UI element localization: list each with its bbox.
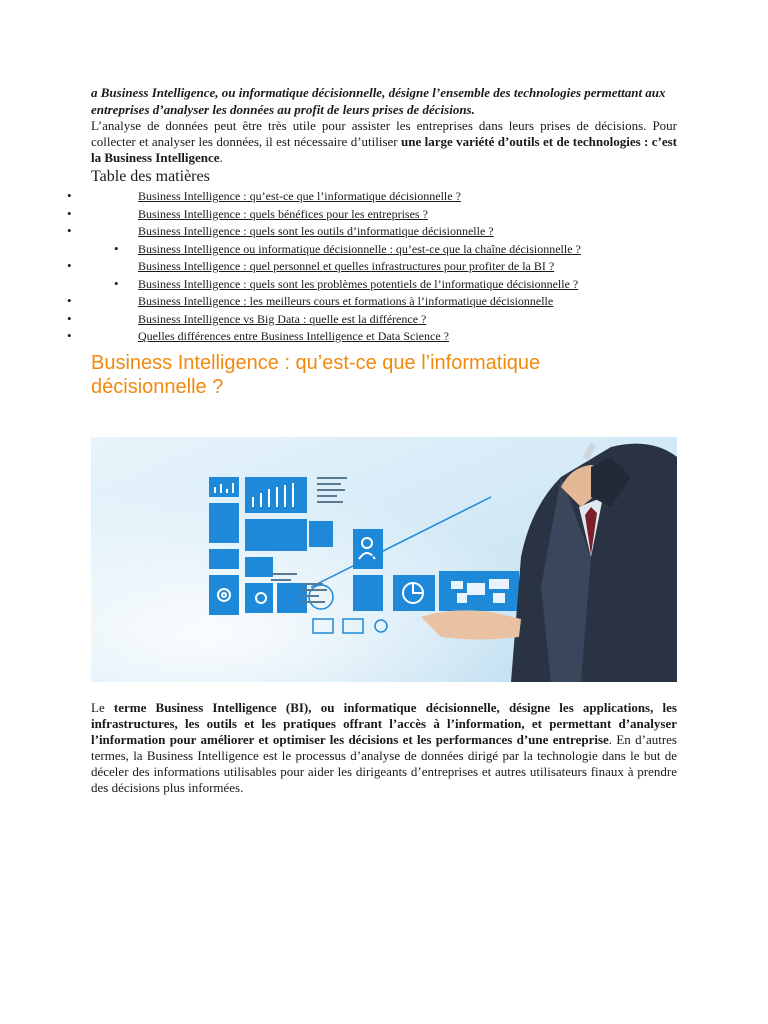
- body-bold-term: terme Business Intelligence (BI), ou informatique décisionnelle,: [113, 700, 500, 715]
- toc-item: [91, 293, 677, 310]
- toc-item: [91, 276, 677, 293]
- toc-link-9[interactable]: Quelles différences entre Business Intelligence et Data Science ?: [138, 329, 449, 343]
- intro-paragraph-bold: une large variété d’outils et de technologies : c’est la Business Intelligence: [91, 134, 677, 165]
- section-heading: [91, 351, 677, 399]
- body-bold-definition: désigne les applications, les infrastructures, les outils et les pratiques offrant l’accès à l’information, et permettant d’analyser l’information pour améliorer et optimiser les décisions et les performances d’une entreprise: [91, 700, 677, 747]
- toc-link-7[interactable]: Business Intelligence : les meilleurs cours et formations à l’informatique décisionnelle: [138, 294, 554, 308]
- intro-paragraph-start: L’analyse de données peut être très utile pour assister les entreprises dans leurs prises de décisions. Pour collecter et analyser les données, il est nécessaire d’utiliser: [91, 118, 677, 149]
- toc-link-8[interactable]: Business Intelligence vs Big Data : quelle est la différence ?: [138, 311, 427, 326]
- hero-image: [91, 437, 677, 682]
- intro-paragraph-end: .: [219, 150, 223, 165]
- body-rest: . En d’autres termes, la Business Intelligence est le processus d’analyse de données dirigé par la technologie dans le but de déceler des informations utilisables pour aider les dirigeants d’entreprises et autres utilisateurs finaux à prendre des décisions plus informées.: [91, 732, 677, 795]
- document-page: [91, 84, 677, 399]
- toc-item: [91, 206, 677, 223]
- business-intelligence-illustration: [91, 437, 677, 682]
- intro-italic-text: a Business Intelligence, ou informatique décisionnelle, désigne l’ensemble des technologies permettant aux entreprises d’analyser les données au profit de leurs prises de décisions.: [91, 85, 666, 117]
- toc-link-5[interactable]: Business Intelligence : quel personnel et quelles infrastructures pour profiter de la BI ?: [138, 259, 555, 273]
- toc-link-1[interactable]: Business Intelligence : qu’est-ce que l’informatique décisionnelle ?: [138, 189, 461, 203]
- section-heading-line-1: Business Intelligence : qu’est-ce que l’informatique: [91, 351, 541, 374]
- toc-item: [91, 258, 677, 275]
- body-paragraph: [91, 700, 677, 796]
- toc-title: Table des matières: [91, 168, 210, 185]
- toc-item: [91, 223, 677, 240]
- toc-link-4[interactable]: Business Intelligence ou informatique décisionnelle : qu’est-ce que la chaîne décisionnelle ?: [138, 241, 581, 256]
- toc-item: [91, 328, 677, 345]
- section-heading-line-2: décisionnelle ?: [91, 375, 224, 398]
- toc-link-3[interactable]: Business Intelligence : quels sont les outils d’informatique décisionnelle ?: [138, 224, 494, 238]
- toc-item: [91, 188, 677, 205]
- body-le: Le: [91, 700, 114, 715]
- intro-paragraph: [91, 118, 677, 166]
- table-of-contents: [91, 188, 677, 345]
- toc-item: [91, 311, 677, 328]
- toc-link-2[interactable]: Business Intelligence : quels bénéfices pour les entreprises ?: [138, 206, 428, 221]
- toc-link-6[interactable]: Business Intelligence : quels sont les problèmes potentiels de l’informatique décisionnelle ?: [138, 276, 579, 291]
- toc-item: [91, 241, 677, 258]
